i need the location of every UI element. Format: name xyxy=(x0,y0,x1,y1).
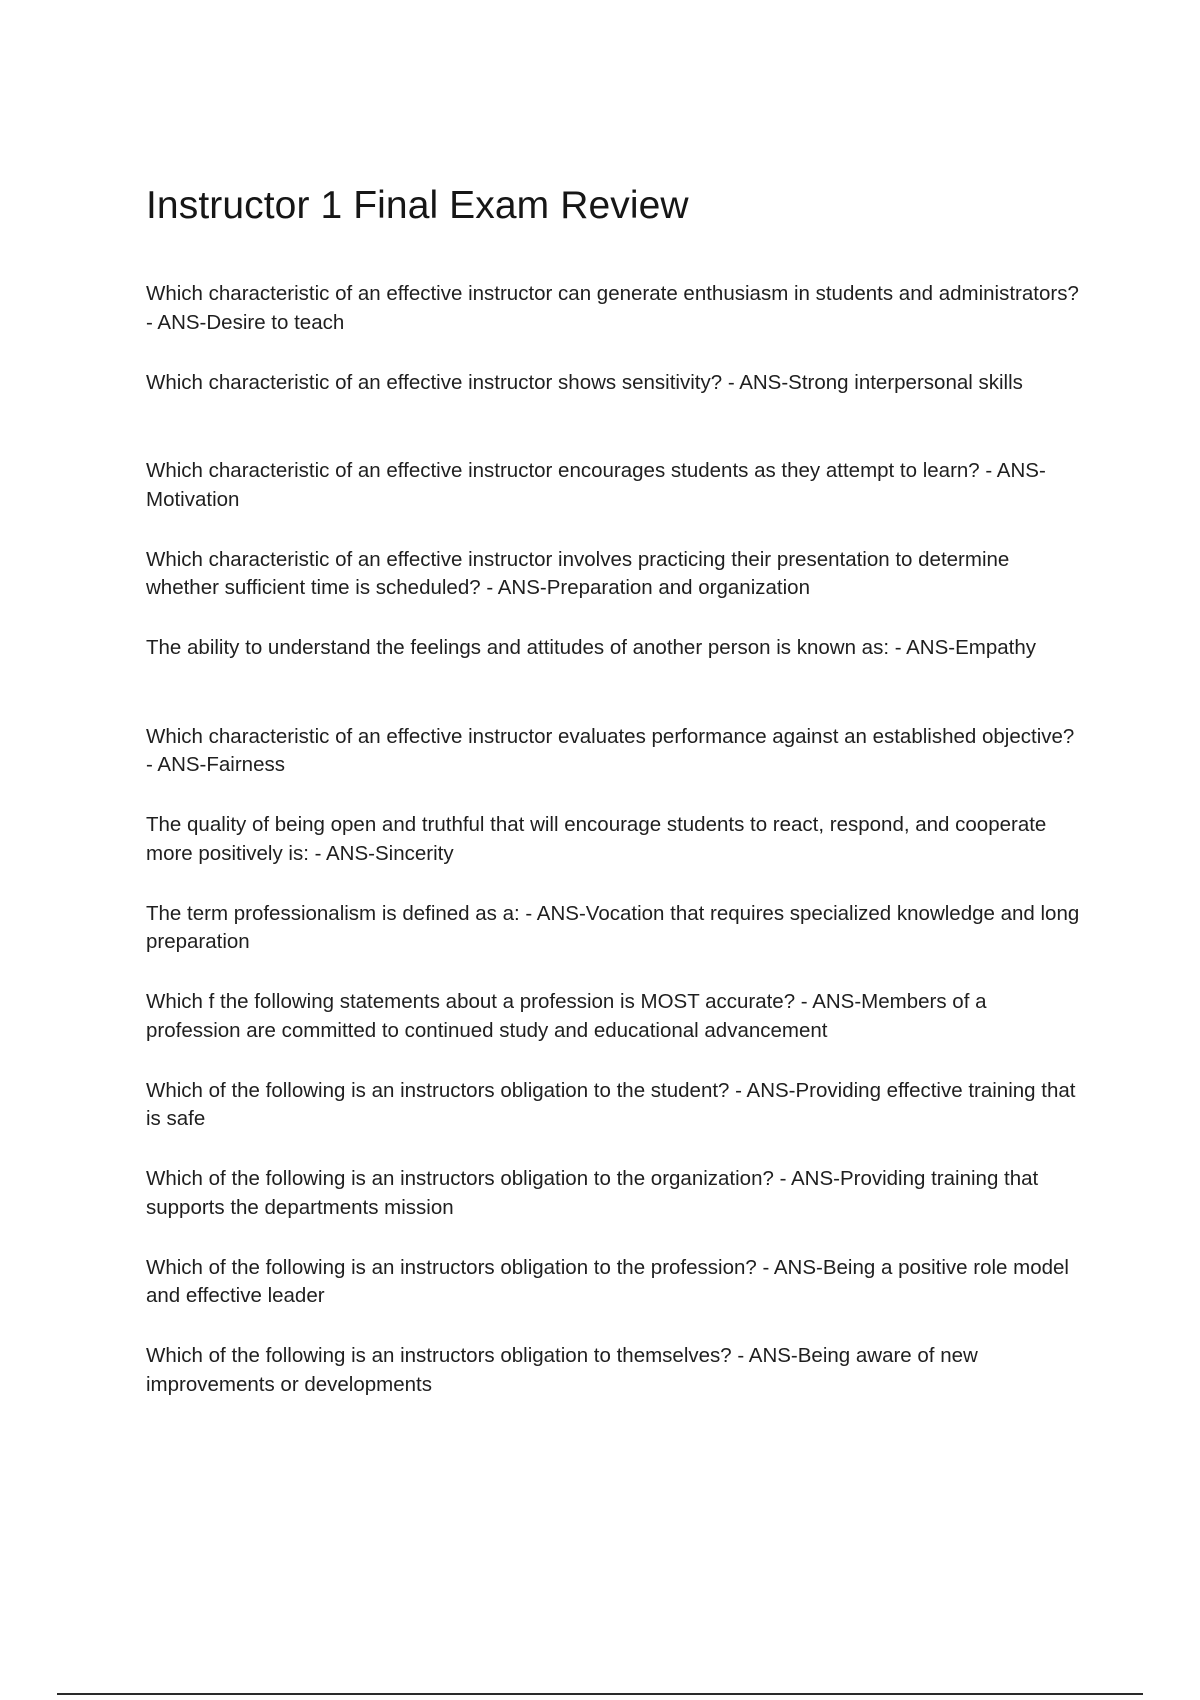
qa-item: Which of the following is an instructors obligation to the organization? - ANS-Providing training that supports the departments mission xyxy=(146,1167,1039,1219)
qa-item: Which of the following is an instructors obligation to themselves? - ANS-Being aware of new improvements or developments xyxy=(146,1344,978,1396)
qa-item: The ability to understand the feelings and attitudes of another person is known as: - ANS-Empathy xyxy=(146,636,1036,659)
qa-item: Which of the following is an instructors obligation to the student? - ANS-Providing effective training that is safe xyxy=(146,1078,1076,1130)
qa-item: Which characteristic of an effective instructor evaluates performance against an established objective? - ANS-Fairness xyxy=(146,724,1075,776)
qa-item: Which characteristic of an effective instructor can generate enthusiasm in students and administrators? - ANS-Desire to teach xyxy=(146,282,1079,334)
footer-divider xyxy=(57,1693,1143,1695)
qa-item: Which characteristic of an effective instructor encourages students as they attempt to learn? - ANS-Motivation xyxy=(146,459,1046,511)
qa-item: Which of the following is an instructors obligation to the profession? - ANS-Being a positive role model and effective leader xyxy=(146,1255,1069,1307)
qa-item: The term professionalism is defined as a: - ANS-Vocation that requires specialized knowledge and long preparation xyxy=(146,901,1080,953)
qa-item: Which characteristic of an effective instructor shows sensitivity? - ANS-Strong interpersonal skills xyxy=(146,370,1023,394)
qa-item: The quality of being open and truthful that will encourage students to react, respond, and cooperate more positively is: - ANS-Sincerity xyxy=(146,813,1047,865)
qa-item: Which characteristic of an effective instructor involves practicing their presentation to determine whether sufficient time is scheduled? - ANS-Preparation and organization xyxy=(146,547,1010,599)
qa-list xyxy=(146,280,1086,1431)
document-title: Instructor 1 Final Exam Review xyxy=(146,184,689,227)
qa-item: Which f the following statements about a profession is MOST accurate? - ANS-Members of a profession are committed to continued study and educational advancement xyxy=(146,990,987,1042)
